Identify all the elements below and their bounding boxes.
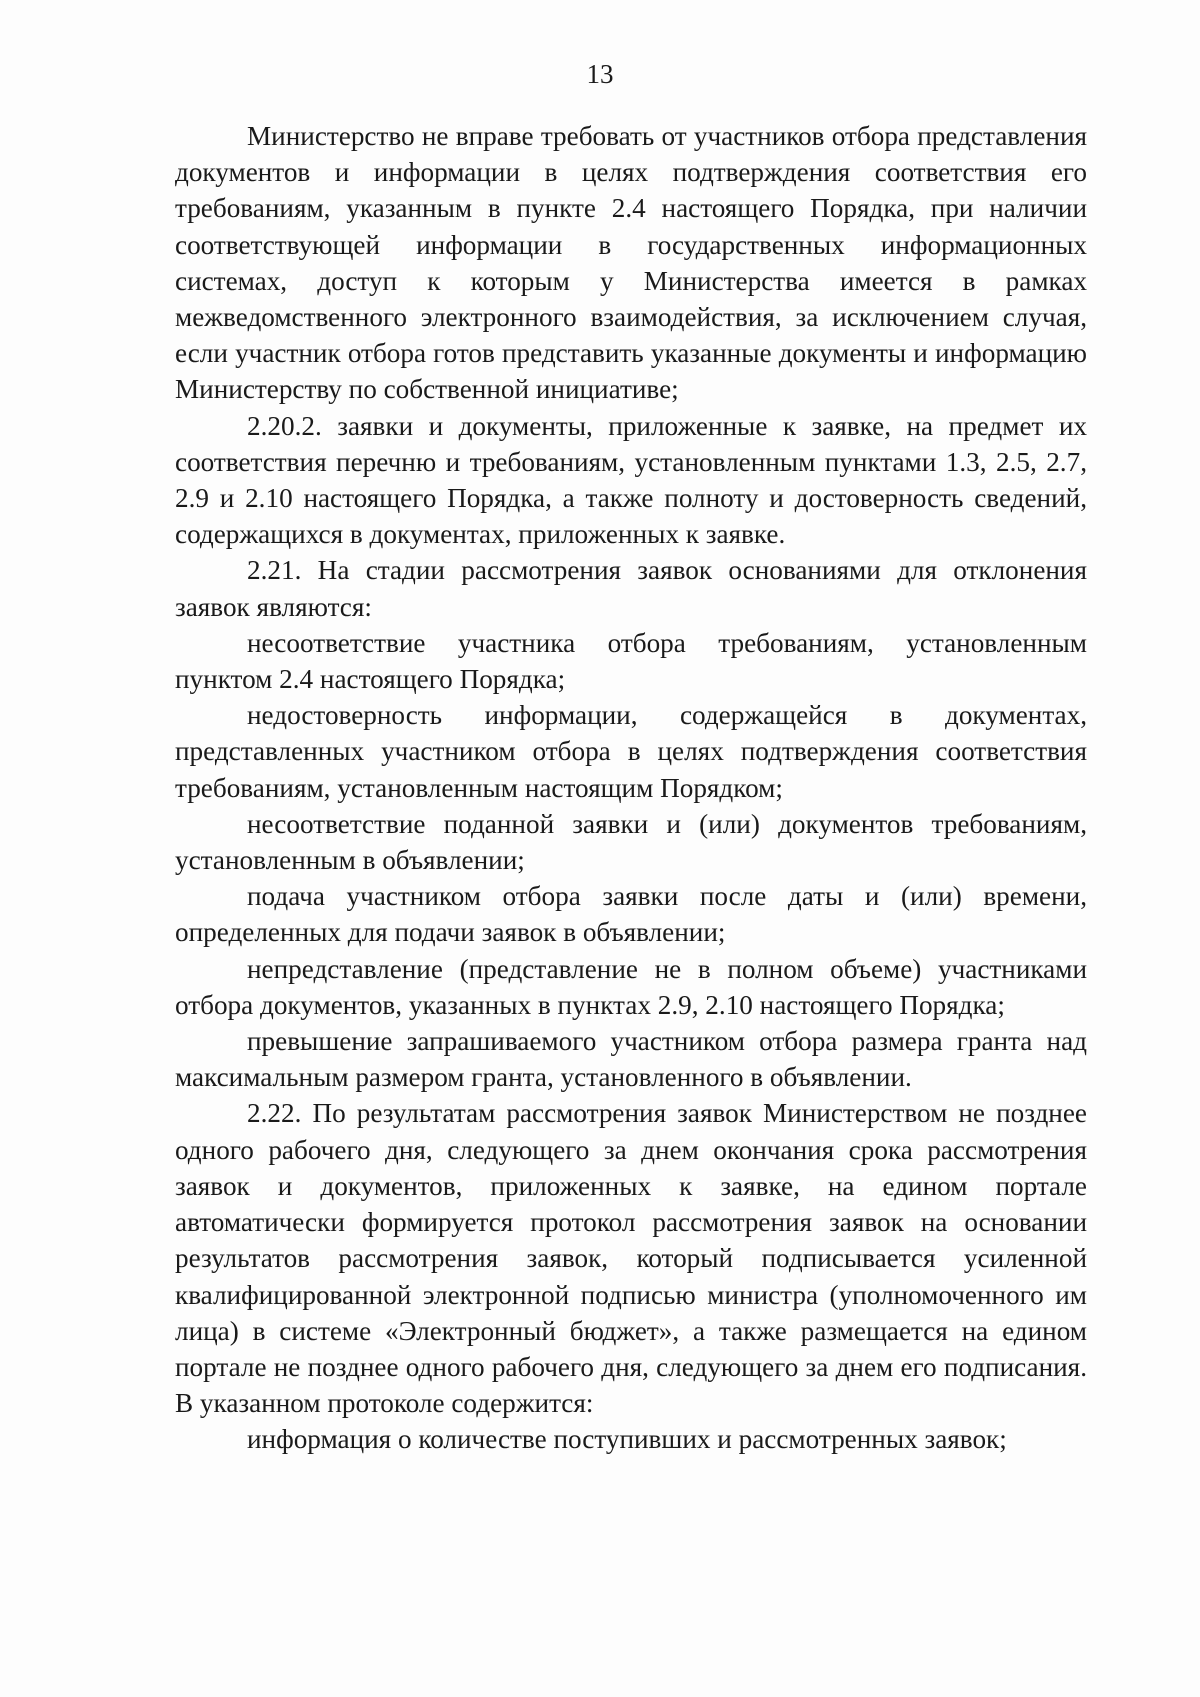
document-body bbox=[175, 118, 1087, 1458]
paragraph-2-22: 2.22. По результатам рассмотрения заявок Министерством не позднее одного рабочего дня, следующего за днем окончания срока рассмотрения заявок и документов, приложенных к заявке, на едином портале автоматически формируется протокол рассмотрения заявок на основании результатов рассмотрения заявок, который подписывается усиленной квалифицированной электронной подписью министра (уполномоченного им лица) в системе «Электронный бюджет», а также размещается на едином портале не позднее одного рабочего дня, следующего за днем его подписания. В указанном протоколе содержится: bbox=[175, 1098, 1087, 1419]
rejection-ground-late-submission: подача участником отбора заявки после даты и (или) времени, определенных для подачи заявок в объявлении; bbox=[175, 881, 1087, 948]
rejection-ground-unreliable-information: недостоверность информации, содержащейся в документах, представленных участником отбора в целях подтверждения соответствия требованиям, установленным настоящим Порядком; bbox=[175, 700, 1087, 803]
rejection-ground-application-noncompliance: несоответствие поданной заявки и (или) документов требованиям, установленным в объявлении; bbox=[175, 808, 1087, 876]
rejection-ground-missing-documents: непредставление (представление не в полном объеме) участниками отбора документов, указанных в пунктах 2.9, 2.10 настоящего Порядка; bbox=[175, 953, 1087, 1020]
protocol-item-application-count: информация о количестве поступивших и рассмотренных заявок; bbox=[247, 1424, 1007, 1455]
paragraph-ministry-restriction: Министерство не вправе требовать от участников отбора представления документов и информации в целях подтверждения соответствия его требованиям, указанным в пункте 2.4 настоящего Порядка, при наличии соответствующей информации в государственных информационных системах, доступ к которым у Министерства имеется в рамках межведомственного электронного взаимодействия, за исключением случая, если участник отбора готов представить указанные документы и информацию Министерству по собственной инициативе; bbox=[175, 121, 1087, 405]
paragraph-2-20-2: 2.20.2. заявки и документы, приложенные к заявке, на предмет их соответствия перечню и требованиям, установленным пунктами 1.3, 2.5, 2.7, 2.9 и 2.10 настоящего Порядка, а также полноту и достоверность сведений, содержащихся в документах, приложенных к заявке. bbox=[175, 410, 1087, 550]
rejection-ground-grant-excess: превышение запрашиваемого участником отбора размера гранта над максимальным размером гранта, установленного в объявлении. bbox=[175, 1026, 1087, 1093]
page-number: 13 bbox=[586, 59, 614, 89]
rejection-ground-participant-noncompliance: несоответствие участника отбора требованиям, установленным пунктом 2.4 настоящего Порядка; bbox=[175, 627, 1087, 695]
paragraph-2-21: 2.21. На стадии рассмотрения заявок основаниями для отклонения заявок являются: bbox=[175, 555, 1087, 622]
